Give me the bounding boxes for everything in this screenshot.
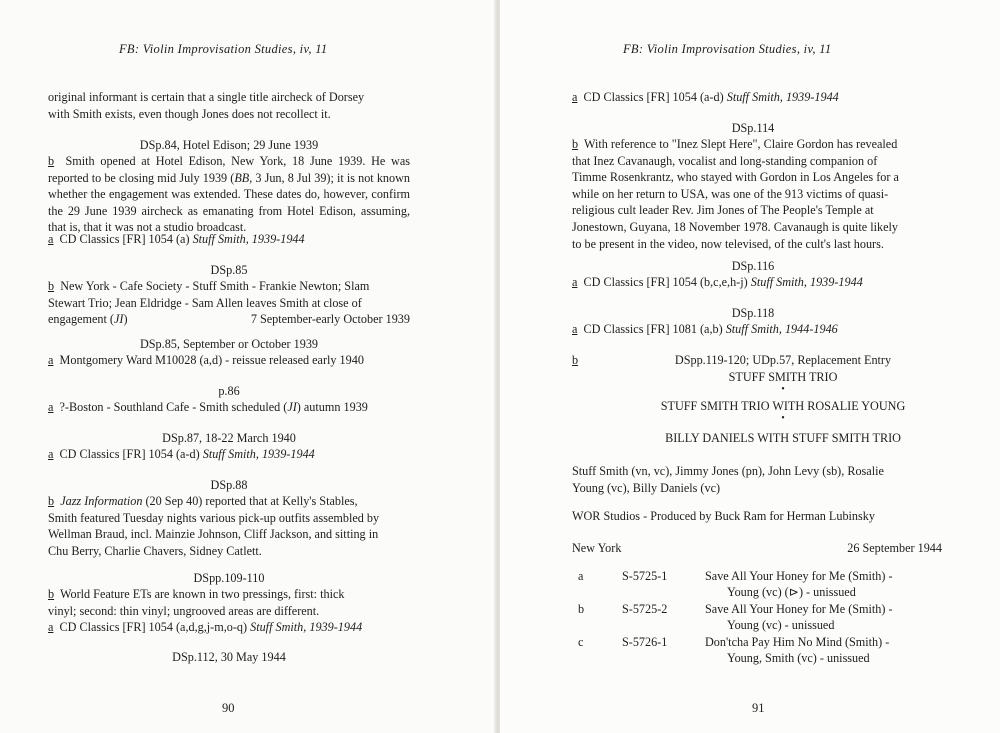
note-line (48, 311, 410, 328)
replacement-heading (600, 352, 966, 395)
note-line (48, 586, 410, 603)
note-line: Stewart Trio; Jean Eldridge - Sam Allen leaves Smith at close of (48, 295, 362, 310)
note-line: to be present in the video, now televised, of the cult's last hours. (572, 236, 884, 251)
note-text: ) (123, 312, 128, 327)
discography-row (572, 601, 942, 634)
reissue-line (48, 619, 410, 636)
section-heading: DSp.85 (210, 263, 248, 277)
a-marker: a (572, 322, 578, 336)
running-head: FB: Violin Improvisation Studies, iv, 11 (119, 42, 328, 56)
reissue-text: CD Classics [FR] 1054 (a,d,g,j-m,o-q) (59, 620, 248, 635)
session-title: STUFF SMITH TRIO (728, 369, 838, 384)
section-heading: DSp.118 (731, 306, 775, 320)
matrix-number: S-5725-2 (622, 602, 668, 616)
take-letter: b (578, 602, 585, 616)
page-number: 90 (222, 701, 235, 715)
discography-table (572, 568, 942, 667)
track-credit: Young (vc) (⊳) - unissued (727, 585, 856, 599)
intro-line: with Smith exists, even though Jones does not recollect it. (48, 106, 331, 121)
a-marker: a (48, 620, 54, 635)
b-marker: b (48, 154, 55, 168)
studio-credit: WOR Studios - Produced by Buck Ram for Herman Lubinsky (572, 509, 875, 523)
dsp85b-reissue (48, 352, 410, 369)
entry-text: ?-Boston - Southland Cafe - Smith scheduled ( (59, 400, 288, 414)
section-heading: DSp.114 (731, 121, 775, 135)
section-heading: p.86 (218, 384, 240, 398)
dsp118-reissue (572, 321, 934, 338)
note-line: Wellman Braud, incl. Mainzie Johnson, Cliff Jackson, and sitting in (48, 527, 379, 542)
b-marker: b (48, 279, 55, 293)
section-heading: DSpp.109-110 (193, 571, 265, 585)
section-heading: DSp.112, 30 May 1944 (172, 650, 286, 664)
note-line: vinyl; second: thin vinyl; ungrooved areas are different. (48, 603, 320, 618)
right-page (500, 0, 1000, 733)
session-title: BILLY DANIELS WITH STUFF SMITH TRIO (665, 431, 901, 445)
reissue-title: Stuff Smith, 1939-1944 (726, 90, 839, 104)
reissue-text: CD Classics [FR] 1054 (b,c,e,h-j) (583, 275, 748, 289)
section-heading: DSp.85, September or October 1939 (139, 337, 319, 351)
note-text: With reference to "Inez Slept Here", Claire Gordon has revealed (583, 137, 898, 151)
section-heading: DSp.84, Hotel Edison; 29 June 1939 (139, 138, 319, 152)
personnel-line: Young (vc), Billy Daniels (vc) (572, 480, 721, 495)
b-marker: b (572, 353, 579, 367)
reissue-title: Stuff Smith, 1939-1944 (250, 620, 363, 635)
b-marker: b (48, 587, 55, 601)
b-marker: b (572, 137, 579, 151)
note-line (48, 493, 410, 510)
dspp109-note (48, 586, 410, 636)
section-heading: DSp.88 (210, 478, 248, 492)
note-text: (20 Sep 40) reported that at Kelly's Stables, (145, 494, 358, 508)
reissue-text: CD Classics [FR] 1081 (a,b) (583, 322, 723, 336)
note-line: Chu Berry, Charlie Chavers, Sidney Catlett. (48, 543, 262, 558)
reissue-text: CD Classics [FR] 1054 (a) (59, 232, 190, 246)
note-text: Smith opened at Hotel Edison, New York, 18 June 1939. He was reported to be closing mid July 1939 ( (48, 154, 411, 185)
section-heading: DSp.87, 18-22 March 1940 (162, 431, 296, 445)
page-number: 91 (752, 701, 765, 715)
top-reissue (572, 89, 934, 106)
track-title: Don'tcha Pay Him No Mind (Smith) - (705, 635, 890, 649)
section-heading: DSp.116 (731, 259, 775, 273)
note-text: New York - Cafe Society - Stuff Smith - Frankie Newton; Slam (60, 279, 370, 293)
a-marker: a (48, 400, 54, 414)
replacement-heading-line: DSpp.119-120; UDp.57, Replacement Entry (674, 353, 892, 367)
source-abbrev: BB (234, 170, 250, 185)
note-line (572, 136, 934, 153)
note-line: while on her return to USA, was one of the 913 victims of quasi- (572, 186, 889, 201)
matrix-number: S-5725-1 (622, 569, 668, 583)
discography-row (572, 634, 942, 667)
left-page (0, 0, 496, 733)
personnel-line: Stuff Smith (vn, vc), Jimmy Jones (pn), John Levy (sb), Rosalie (572, 464, 884, 478)
note-line (48, 278, 410, 295)
reissue-title: Stuff Smith, 1939-1944 (202, 447, 315, 461)
note-line: Jonestown, Guyana, 18 November 1978. Cavanaugh is quite likely (572, 219, 898, 234)
a-marker: a (48, 447, 54, 461)
matrix-number: S-5726-1 (622, 635, 668, 649)
note-line: religious cult leader Rev. Jim Jones of The People's Temple at (572, 203, 874, 218)
note-text: engagement ( (48, 312, 114, 327)
a-marker: a (48, 353, 54, 367)
note-text: World Feature ETs are known in two pressings, first: thick (59, 587, 345, 601)
dsp88-note (48, 493, 410, 559)
reissue-text: CD Classics [FR] 1054 (a-d) (583, 90, 724, 104)
track-credit: Young, Smith (vc) - unissued (727, 651, 870, 665)
track-title: Save All Your Honey for Me (Smith) - (705, 602, 893, 616)
bullet-separator (600, 414, 966, 424)
a-marker: a (572, 275, 578, 289)
session-title: STUFF SMITH TRIO WITH ROSALIE YOUNG (660, 399, 906, 413)
dsp114-note (572, 136, 934, 252)
reissue-title: Stuff Smith, 1939-1944 (750, 275, 863, 289)
dsp116-reissue (572, 274, 934, 291)
bullet-separator: • (781, 384, 785, 396)
publication-title: Jazz Information (60, 494, 143, 508)
session-place: New York (572, 541, 622, 555)
b-marker: b (48, 494, 55, 508)
note-text: , 3 Jun, 8 Jul 39); it is not known whether the engagement was extended. These dates do, however, confirm the 29 June 1939 aircheck as emanating from Hotel Edison, assuming, that is, that it was not a studio broadcast. (48, 170, 410, 235)
personnel (572, 463, 942, 496)
discography-row (572, 568, 942, 601)
dsp85-note (48, 278, 410, 328)
bullet-separator: • (781, 413, 785, 424)
session-place-date (572, 540, 942, 557)
reissue-text: Montgomery Ward M10028 (a,d) - reissue released early 1940 (59, 353, 364, 367)
reissue-text: CD Classics [FR] 1054 (a-d) (59, 447, 200, 461)
entry-text: ) autumn 1939 (296, 400, 368, 414)
track-credit: Young (vc) - unissued (727, 618, 835, 632)
source-abbrev: JI (113, 312, 124, 327)
take-letter: a (578, 569, 584, 583)
a-marker: a (48, 232, 54, 246)
intro-line: original informant is certain that a single title aircheck of Dorsey (48, 90, 365, 104)
note-line: Smith featured Tuesday nights various pick-up outfits assembled by (48, 510, 380, 525)
dsp87-reissue (48, 446, 410, 463)
running-head: FB: Violin Improvisation Studies, iv, 11 (623, 42, 832, 56)
note-line: that Inez Cavanaugh, vocalist and long-standing companion of (572, 153, 878, 168)
dsp84-reissue (48, 231, 410, 248)
reissue-title: Stuff Smith, 1939-1944 (192, 232, 305, 246)
track-title: Save All Your Honey for Me (Smith) - (705, 569, 893, 583)
p86-entry (48, 399, 410, 416)
take-letter: c (578, 635, 584, 649)
date-range: 7 September-early October 1939 (250, 312, 410, 327)
session-date: 26 September 1944 (847, 541, 942, 555)
intro-paragraph (48, 89, 410, 122)
source-abbrev: JI (287, 400, 297, 414)
note-line: Timme Rosenkrantz, who stayed with Gordon in Los Angeles for a (572, 170, 899, 185)
reissue-title: Stuff Smith, 1944-1946 (725, 322, 838, 336)
dsp84-note (48, 153, 410, 236)
a-marker: a (572, 90, 578, 104)
